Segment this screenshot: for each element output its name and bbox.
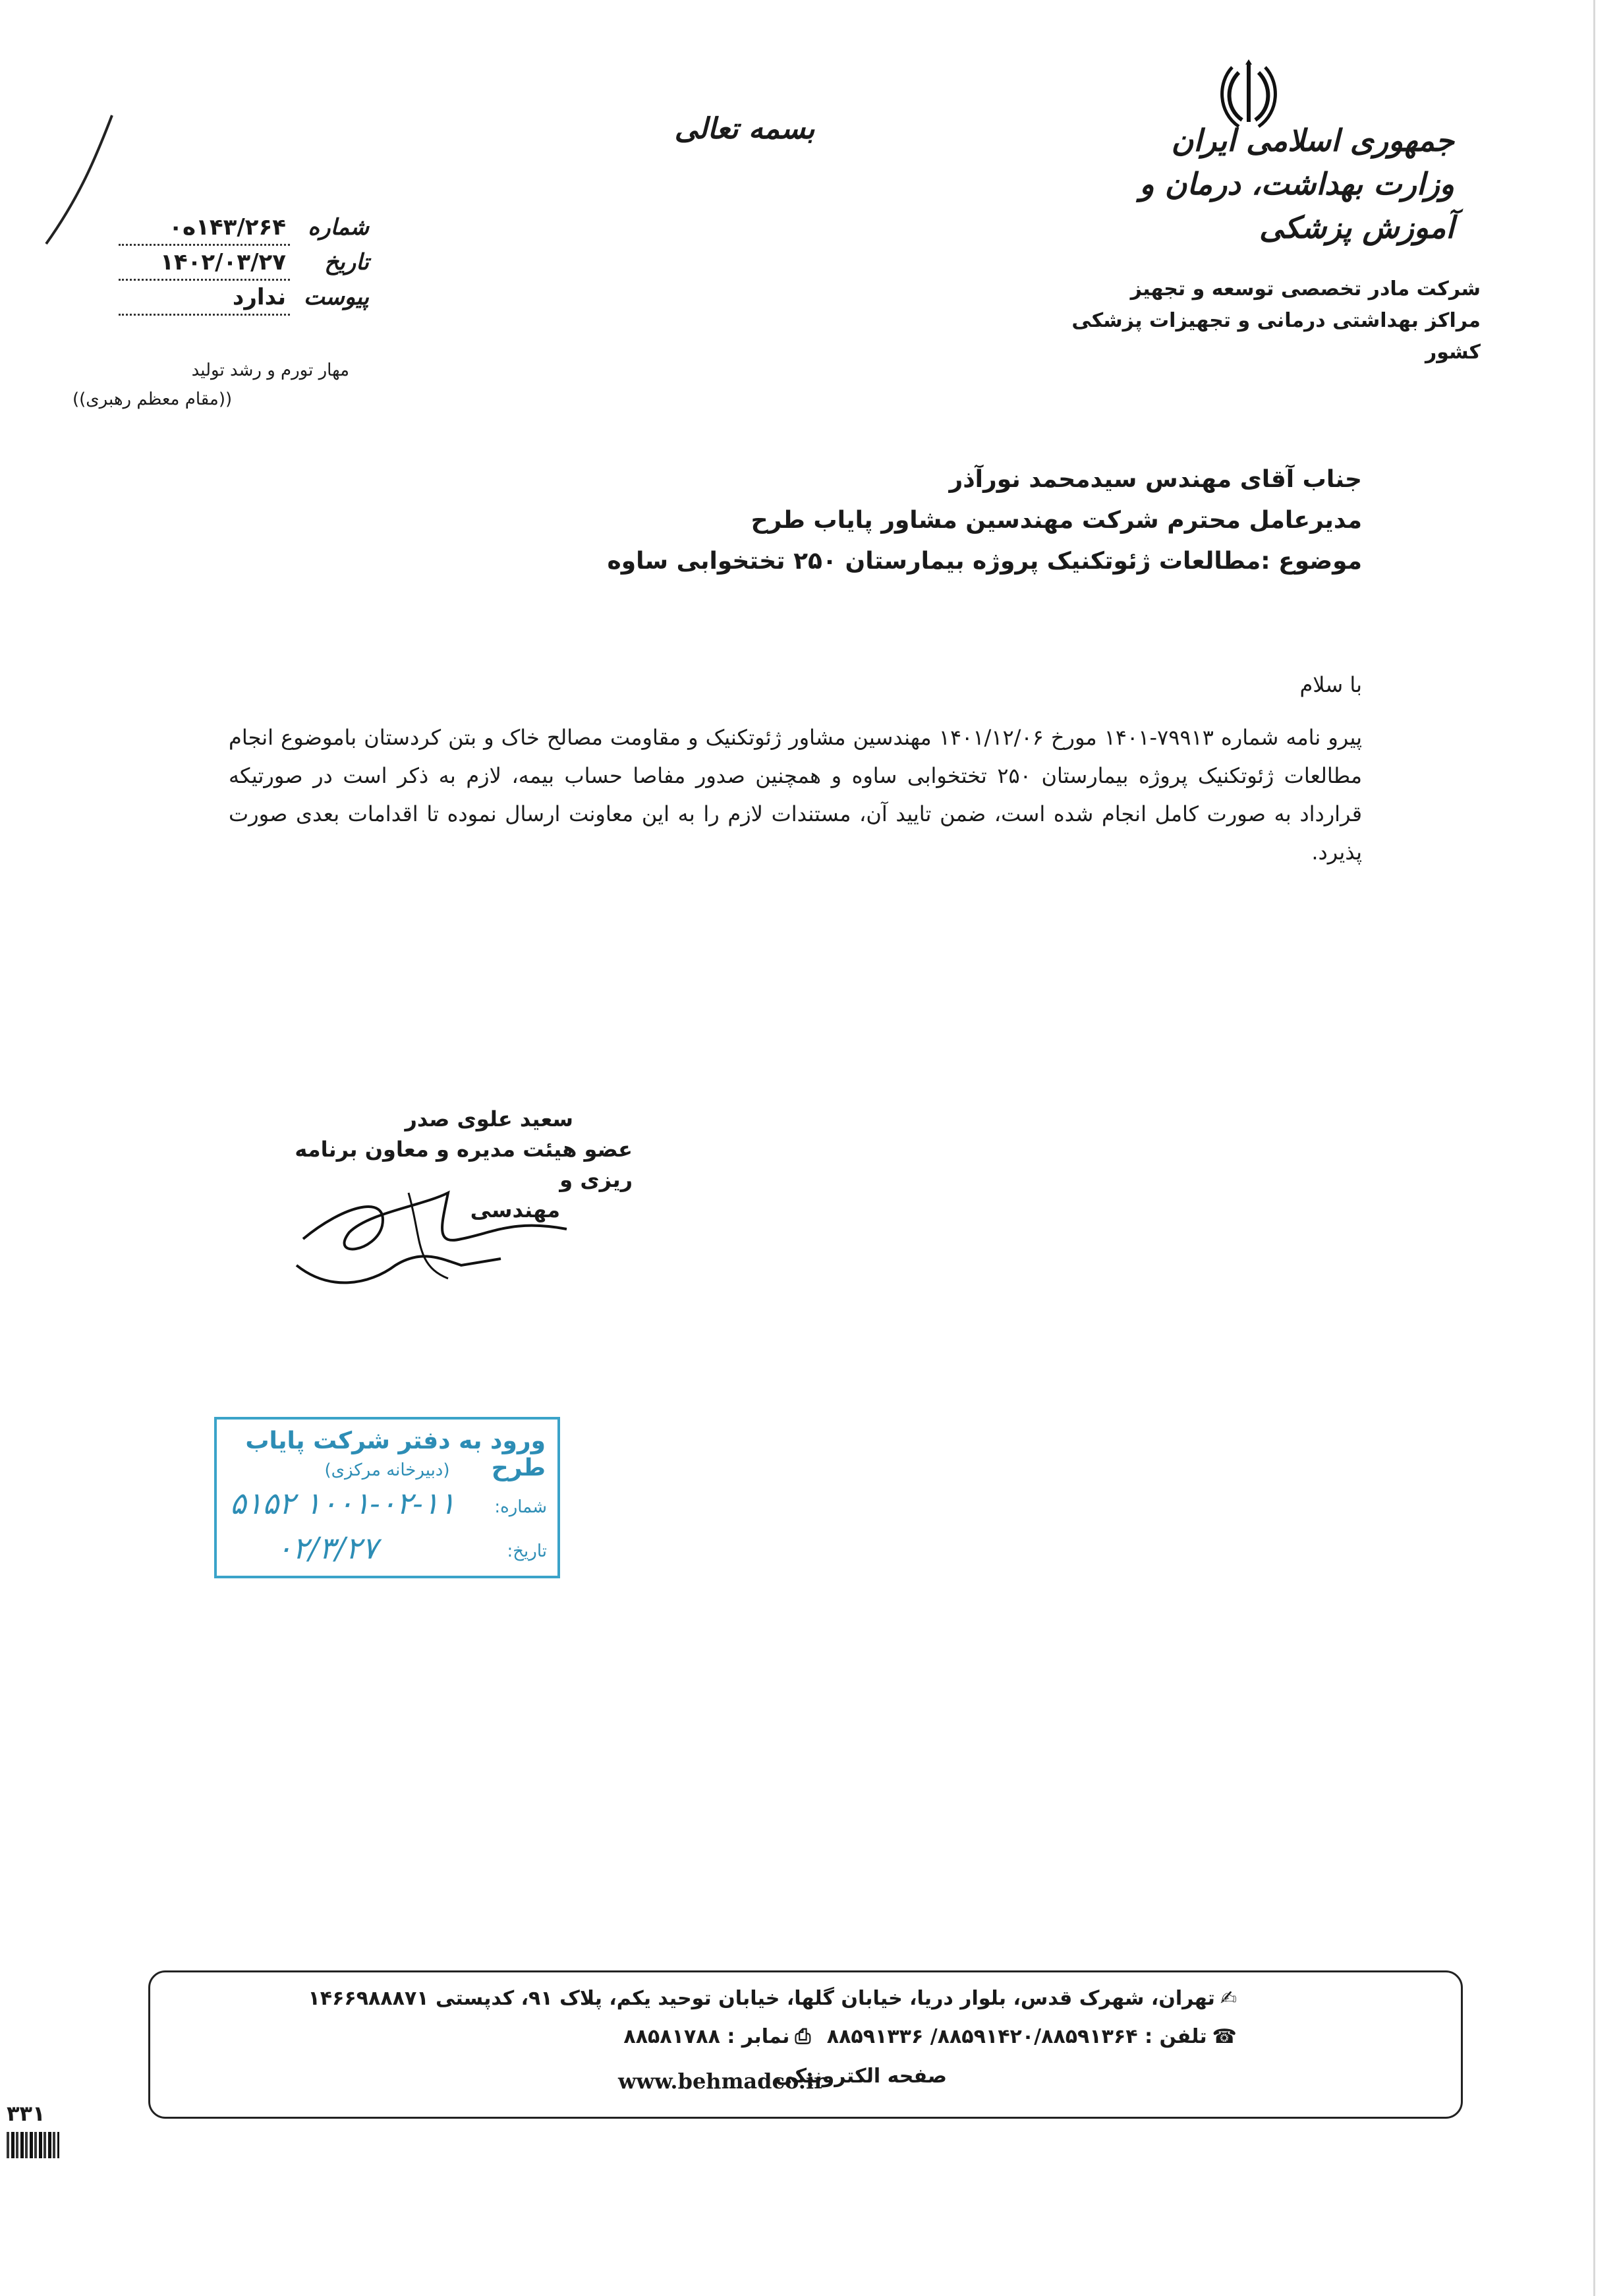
- letter-subject: موضوع :مطالعات ژئوتکنیک پروژه بیمارستان ۲۵۰ تختخوابی ساوه: [607, 548, 1362, 575]
- ministry-calligraphy: [1112, 119, 1454, 249]
- date-value: ۱۴۰۲/۰۳/۲۷: [119, 246, 290, 281]
- meta-attachment-row: [119, 281, 369, 316]
- addressee-title: مدیرعامل محترم شرکت مهندسین مشاور پایاب طرح: [751, 507, 1362, 534]
- letter-body: [229, 666, 1362, 871]
- org-line-2: مراکز بهداشتی درمانی و تجهیزات پزشکی کشور: [1071, 309, 1481, 364]
- stamp-title: ورود به دفتر شرکت پایاب طرح: [245, 1427, 546, 1481]
- meta-number-row: [119, 211, 369, 246]
- stamp-number-label: شماره:: [494, 1497, 547, 1517]
- addressee-block: [308, 461, 1362, 584]
- number-value: ۱۴۳/۲۶۴ه۰: [119, 211, 290, 246]
- stamp-number-value: ۱۰۰۱-۰۲-۱۱ ۵۱۵۲: [230, 1485, 456, 1521]
- meta-date-row: [119, 246, 369, 281]
- footer-phone-line: [150, 2025, 1461, 2048]
- signer-title-line1: عضو هیئت مدیره و معاون برنامه ریزی و: [295, 1137, 633, 1192]
- addressee-name: جناب آقای مهندس سیدمحمد نورآذر: [949, 466, 1362, 493]
- page-number: ۳۳۱: [7, 2101, 45, 2126]
- footer-contact-box: [148, 1970, 1463, 2119]
- slogan: [72, 356, 349, 414]
- stamp-subtitle: (دبیرخانه مرکزی): [324, 1460, 450, 1480]
- scan-edge-line: [1593, 0, 1595, 2296]
- slogan-text: مهار تورم و رشد تولید: [191, 360, 349, 380]
- date-label: تاریخ: [324, 249, 369, 275]
- org-line-1: شرکت مادر تخصصی توسعه و تجهیز: [1130, 277, 1481, 301]
- signer-title-line2: مهندسی: [470, 1197, 560, 1222]
- handwritten-signature: [290, 1166, 606, 1298]
- gov-line-ministry: وزارت بهداشت، درمان و آموزش پزشکی: [1139, 166, 1454, 245]
- gov-line-republic: جمهوری اسلامی ایران: [1171, 123, 1454, 158]
- attachment-label: پیوست: [303, 284, 369, 310]
- bismillah-heading: بسمه تعالی: [674, 112, 815, 146]
- footer-fax: نمابر : ۸۸۵۸۱۷۸۸: [623, 2025, 790, 2048]
- letter-meta: [119, 211, 369, 316]
- number-label: شماره: [308, 214, 369, 241]
- stamp-date-label: تاریخ:: [507, 1541, 547, 1561]
- stamp-date-value: ۰۲/۳/۲۷: [276, 1530, 378, 1566]
- slogan-source: ((مقام معظم رهبری)): [72, 389, 233, 409]
- pen-icon: ✍: [1220, 1987, 1237, 2010]
- footer-web-label: صفحه الکترونیکی: [775, 2065, 947, 2088]
- phone-icon: ☎: [1212, 2025, 1237, 2048]
- body-paragraph: پیرو نامه شماره ۷۹۹۱۳-۱۴۰۱ مورخ ۱۴۰۱/۱۲/۰۶ مهندسین مشاور ژئوتکنیک و مقاومت مصالح خاک و بتن کردستان باموضوع انجام مطالعات ژئوتکنیک پروژه بیمارستان ۲۵۰ تختخوابی ساوه و همچنین صدور مفاصا حساب بیمه، لازم به ذکر است در صورتیکه قرارداد به صورت کامل انجام شده است، ضمن تایید آن، مستندات لازم را به این معاونت ارسال نموده تا اقدامات بعدی صورت پذیرد.: [229, 725, 1363, 865]
- margin-pen-mark: [33, 112, 125, 250]
- scan-barcode-strip: [7, 2132, 59, 2158]
- footer-address-line: [150, 1987, 1461, 2010]
- signer-name: سعید علوی صدر: [405, 1106, 573, 1132]
- received-stamp: [214, 1417, 560, 1578]
- footer-phone: تلفن : ۸۸۵۹۱۴۲۰/۸۸۵۹۱۳۶۴/ ۸۸۵۹۱۳۳۶: [826, 2025, 1207, 2048]
- attachment-value: ندارد: [119, 281, 290, 316]
- organization-name: [1019, 273, 1481, 368]
- fax-icon: ⎙: [795, 2025, 811, 2048]
- footer-website: www.behmadco.ir: [618, 2069, 825, 2094]
- salutation: با سلام: [1299, 672, 1362, 697]
- footer-address: تهران، شهرک قدس، بلوار دریا، خیابان گلها، خیابان توحید یکم، پلاک ۹۱، کدپستی ۱۴۶۶۹۸۸۸۷۱: [308, 1987, 1215, 2010]
